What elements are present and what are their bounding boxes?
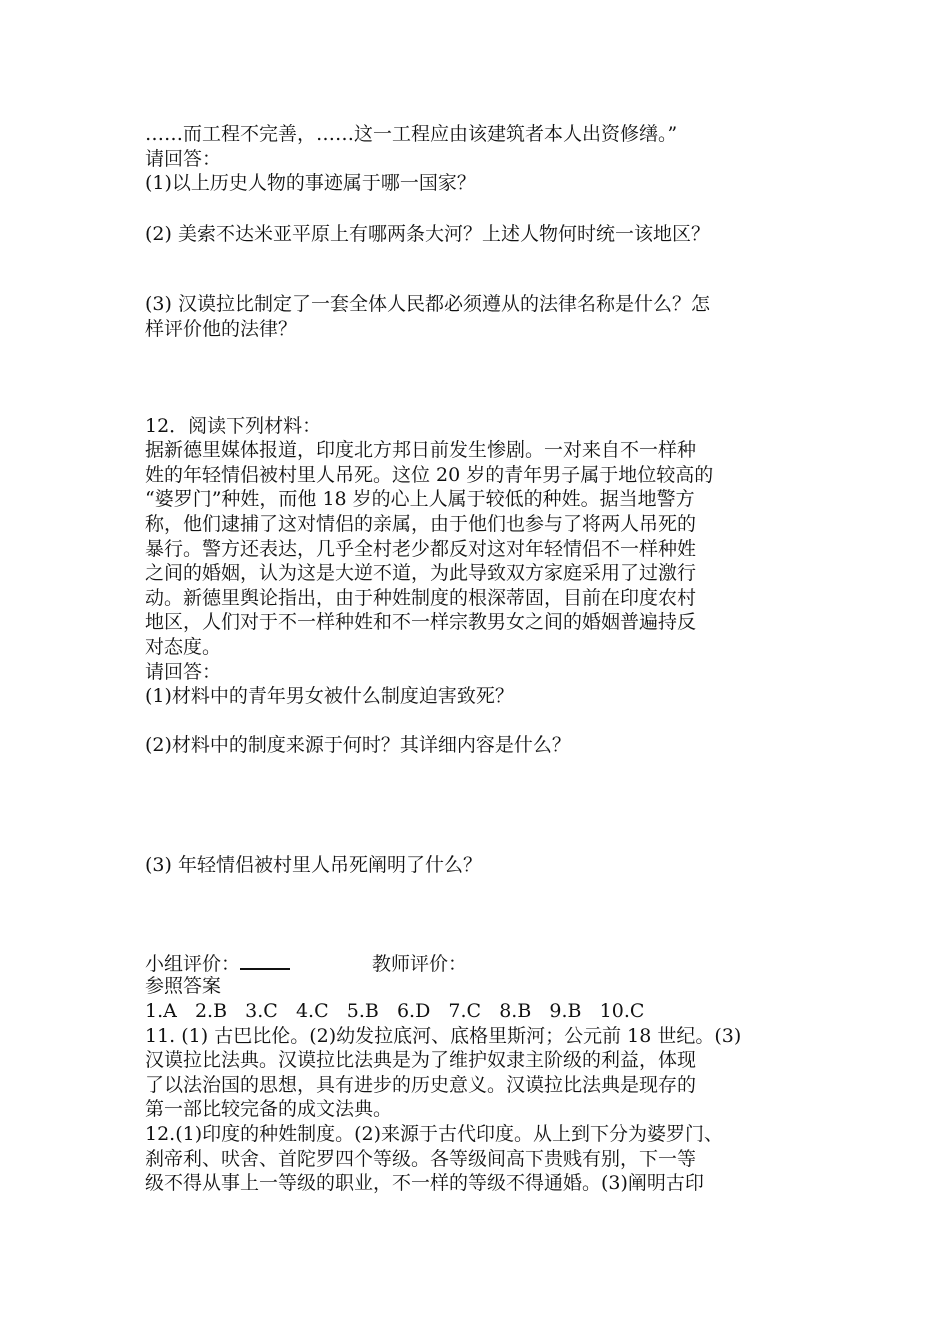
text-line: ……而工程不完善，……这一工程应由该建筑者本人出资修缮。” bbox=[145, 123, 678, 145]
material-line: 姓的年轻情侣被村里人吊死。这位 20 岁的青年男子属于地位较高的 bbox=[145, 463, 714, 486]
document-page bbox=[145, 122, 810, 1196]
question-12-3: (3) 年轻情侣被村里人吊死阐明了什么？ bbox=[145, 854, 482, 877]
question-11-1: (1)以上历史人物的事迹属于哪一国家？ bbox=[145, 172, 476, 195]
group-evaluation-blank[interactable] bbox=[240, 950, 290, 970]
material-line: 据新德里媒体报道，印度北方邦日前发生惨剧。一对来自不一样种 bbox=[145, 439, 697, 462]
answer-12-line: 12.(1)印度的种姓制度。(2)来源于古代印度。从上到下分为婆罗门、 bbox=[145, 1123, 724, 1146]
material-line: 之间的婚姻，认为这是大逆不道，为此导致双方家庭采用了过激行 bbox=[145, 562, 697, 585]
evaluation-row bbox=[145, 950, 810, 975]
question-11-3-line2: 样评价他的法律？ bbox=[145, 317, 298, 340]
section-12-heading: 12．阅读下列材料： bbox=[145, 414, 322, 437]
question-12-2: (2)材料中的制度来源于何时？其详细内容是什么？ bbox=[145, 733, 571, 756]
answer-11-line: 了以法治国的思想，具有进步的历史意义。汉谟拉比法典是现存的 bbox=[145, 1073, 697, 1096]
answer-12-line: 级不得从事上一等级的职业，不一样的等级不得通婚。(3)阐明古印 bbox=[145, 1172, 704, 1195]
answer-11-line: 11. (1) 古巴比伦。(2)幼发拉底河、底格里斯河；公元前 18 世纪。(3) bbox=[145, 1024, 742, 1047]
material-line: 动。新德里舆论指出，由于种姓制度的根深蒂固，目前在印度农村 bbox=[145, 586, 697, 609]
material-line: 称，他们逮捕了这对情侣的亲属，由于他们也参与了将两人吊死的 bbox=[145, 512, 697, 535]
text-line: 请回答： bbox=[145, 147, 222, 170]
teacher-evaluation-label: 教师评价： bbox=[372, 952, 468, 975]
answer-11-line: 第一部比较完备的成文法典。 bbox=[145, 1098, 393, 1121]
answer-12-line: 刹帝利、吠舍、首陀罗四个等级。各等级间高下贵贱有别，下一等 bbox=[145, 1147, 697, 1170]
material-line: 暴行。警方还表达，几乎全村老少都反对这对年轻情侣不一样种姓 bbox=[145, 537, 697, 560]
material-line: 对态度。 bbox=[145, 635, 222, 658]
question-11-3-line1: (3) 汉谟拉比制定了一套全体人民都必须遵从的法律名称是什么？怎 bbox=[145, 293, 710, 316]
answers-choices: 1.A 2.B 3.C 4.C 5.B 6.D 7.C 8.B 9.B 10.C bbox=[145, 1000, 645, 1023]
question-11-2: (2) 美索不达米亚平原上有哪两条大河？上述人物何时统一该地区？ bbox=[145, 222, 710, 245]
question-12-1: (1)材料中的青年男女被什么制度迫害致死？ bbox=[145, 685, 514, 708]
answer-11-line: 汉谟拉比法典。汉谟拉比法典是为了维护奴隶主阶级的利益，体现 bbox=[145, 1049, 697, 1072]
material-line: “婆罗门”种姓，而他 18 岁的心上人属于较低的种姓。据当地警方 bbox=[145, 488, 695, 511]
material-line: 地区，人们对于不一样种姓和不一样宗教男女之间的婚姻普遍持反 bbox=[145, 611, 697, 634]
group-evaluation-label: 小组评价： bbox=[145, 952, 241, 975]
section-12-prompt: 请回答： bbox=[145, 660, 222, 683]
answers-heading: 参照答案 bbox=[145, 975, 222, 998]
